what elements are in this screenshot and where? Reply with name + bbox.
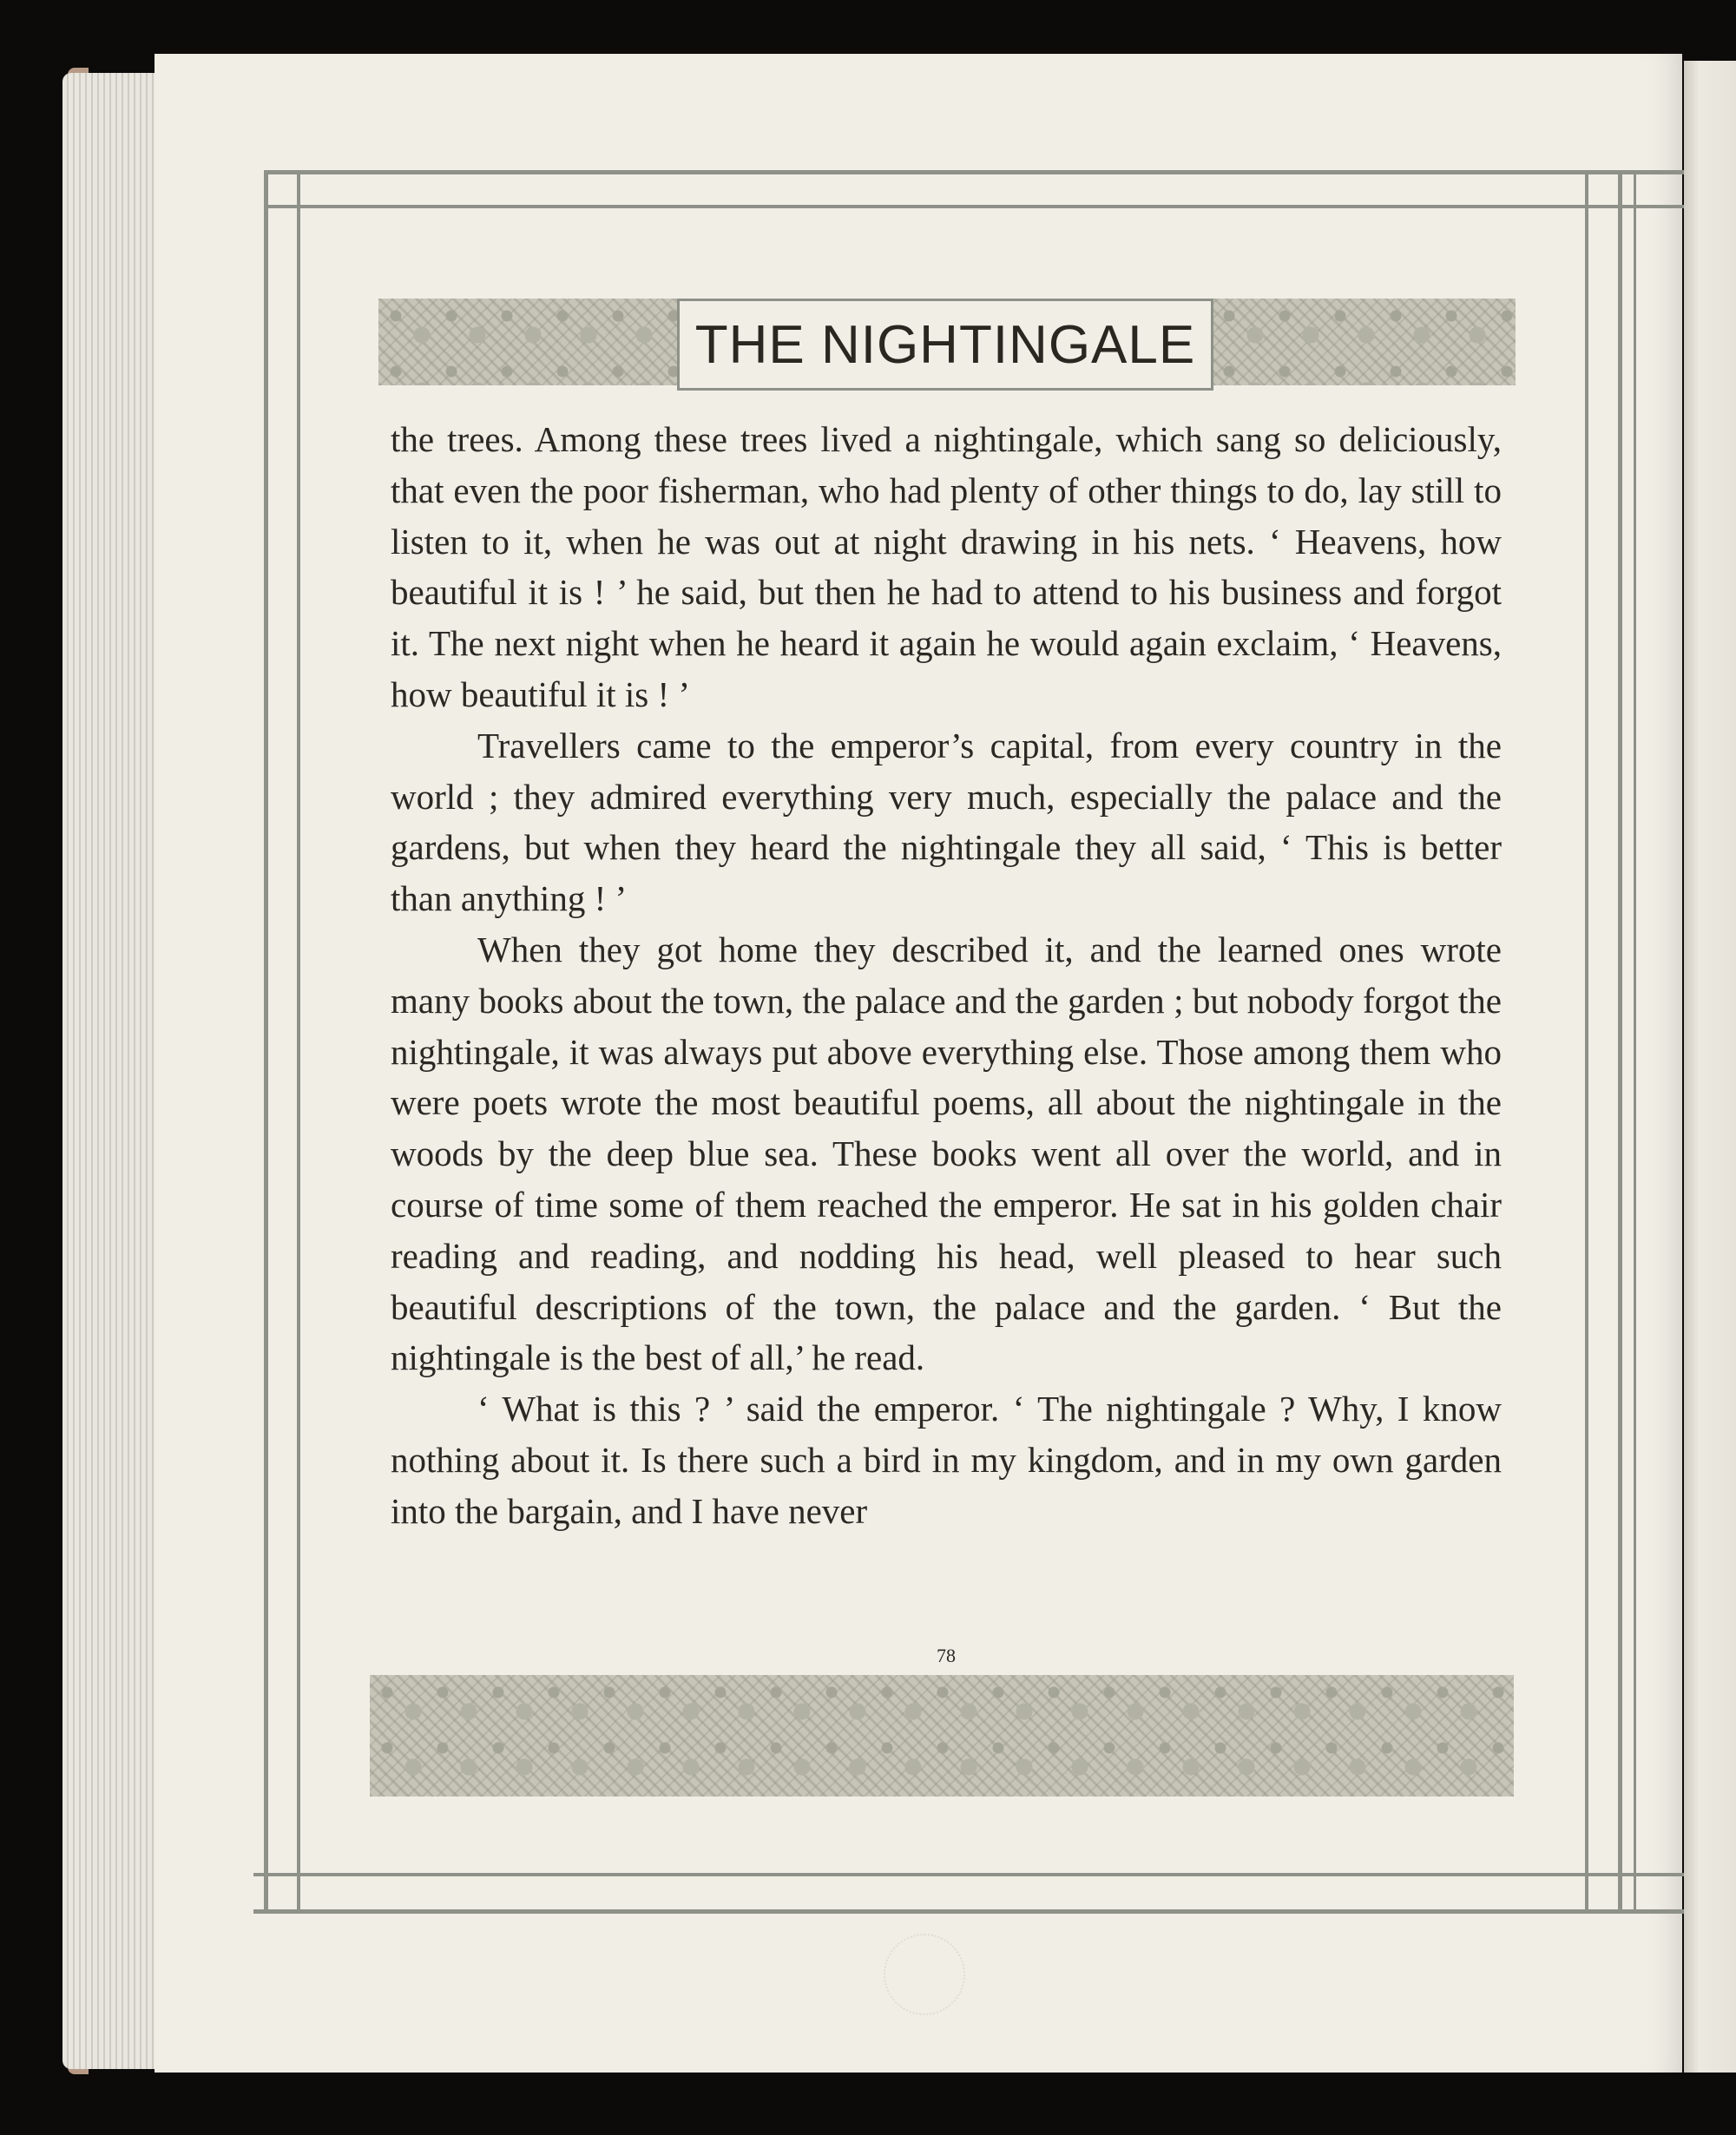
frame-left-outer: [264, 170, 268, 1913]
frame-bottom-outer: [253, 1909, 1684, 1914]
body-text: [391, 414, 1502, 1537]
frame-right-inner: [1585, 170, 1588, 1913]
frame-top-inner: [266, 205, 1684, 208]
embossed-mark: [884, 1934, 965, 2015]
paragraph-3: When they got home they described it, and the learned ones wrote many books about the town, the palace and the garden ; but nobody forgot the nightingale, it was always put above everything else. Those among them who were poets wrote the most beautiful poems, all about the nightingale in the woods by the deep blue sea. These books went all over the world, and in course of time some of them reached the emperor. He sat in his golden chair reading and reading, and nodding his head, well pleased to hear such beautiful descriptions of the town, the palace and the garden. ‘ But the nightingale is the best of all,’ he read.: [391, 929, 1502, 1378]
facing-page-edge: [1684, 61, 1736, 2073]
paragraph-2: Travellers came to the emperor’s capital, from every country in the world ; they admired everything very much, especially the palace and the gardens, but when they heard the nightingale they all said, ‘ This is better than anything ! ’: [391, 725, 1502, 919]
paragraph-4: ‘ What is this ? ’ said the emperor. ‘ The nightingale ? Why, I know nothing about it. Is there such a bird in my kingdom, and in my own garden into the bargain, and I have never: [391, 1389, 1502, 1531]
frame-right-extra: [1634, 170, 1636, 1913]
page-number: 78: [937, 1645, 956, 1666]
frame-bottom-inner: [253, 1873, 1684, 1876]
paragraph-1: the trees. Among these trees lived a nightingale, which sang so deliciously, that even the poor fisherman, who had plenty of other things to do, lay still to listen to it, when he was out at night drawing in his nets. ‘ Heavens, how beautiful it is ! ’ he said, but then he had to attend to his business and forgot it. The next night when he heard it again he would again exclaim, ‘ Heavens, how beautiful it is ! ’: [391, 419, 1502, 714]
page-title: THE NIGHTINGALE: [694, 314, 1196, 375]
page-edges: [62, 73, 167, 2069]
footer-ornament: [370, 1675, 1514, 1797]
frame-top-outer: [266, 170, 1684, 174]
frame-left-inner: [297, 170, 300, 1913]
frame-right-outer: [1618, 170, 1622, 1913]
title-cartouche: [677, 299, 1213, 391]
